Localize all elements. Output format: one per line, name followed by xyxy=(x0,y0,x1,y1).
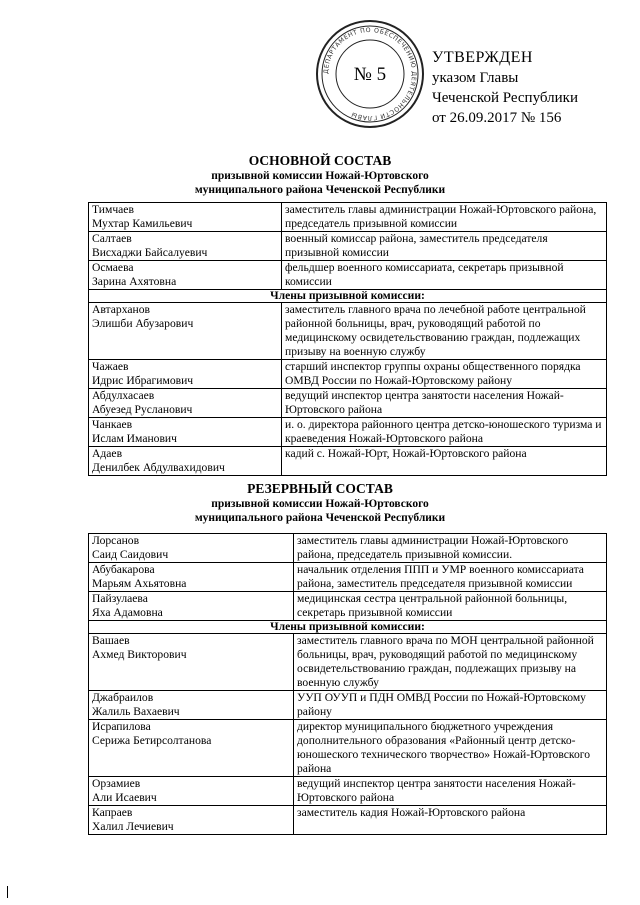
approval-line-2: указом Главы xyxy=(432,70,519,86)
member-role-cell: военный комиссар района, заместитель председателя призывной комиссии xyxy=(282,232,607,261)
main-heading xyxy=(0,152,640,197)
reserve-title: РЕЗЕРВНЫЙ СОСТАВ xyxy=(247,481,393,496)
table-row xyxy=(89,592,607,621)
table-row xyxy=(89,563,607,592)
member-name-cell: Осмаева Зарина Ахятовна xyxy=(89,261,282,290)
member-name-cell: Джабраилов Жалиль Вахаевич xyxy=(89,691,294,720)
member-name-cell: Абдулхасаев Абуезед Русланович xyxy=(89,389,282,418)
table-row xyxy=(89,261,607,290)
member-role-cell: заместитель главы администрации Ножай-Юртовского района, председатель призывной комиссии xyxy=(282,203,607,232)
member-role-cell: начальник отделения ППП и УМР военного комиссариата района, заместитель председателя призывной комиссии xyxy=(294,563,607,592)
members-section-header: Члены призывной комиссии: xyxy=(89,621,607,634)
table-row xyxy=(89,232,607,261)
member-name-cell: Орзамиев Али Исаевич xyxy=(89,777,294,806)
member-name-cell: Тимчаев Мухтар Камильевич xyxy=(89,203,282,232)
scan-margin-mark xyxy=(7,886,8,898)
member-role-cell: ведущий инспектор центра занятости населения Ножай-Юртовского района xyxy=(294,777,607,806)
member-role-cell: старший инспектор группы охраны общественного порядка ОМВД России по Ножай-Юртовскому району xyxy=(282,360,607,389)
table-row xyxy=(89,634,607,691)
official-seal xyxy=(314,18,426,130)
main-subtitle-2: муниципального района Чеченской Республики xyxy=(194,184,446,196)
member-name-cell: Чажаев Идрис Ибрагимович xyxy=(89,360,282,389)
member-role-cell: кадий с. Ножай-Юрт, Ножай-Юртовского района xyxy=(282,447,607,476)
table-row xyxy=(89,303,607,360)
member-name-cell: Адаев Денилбек Абдулвахидович xyxy=(89,447,282,476)
member-name-cell: Салтаев Висхаджи Байсалуевич xyxy=(89,232,282,261)
table-row xyxy=(89,203,607,232)
member-name-cell: Автарханов Элишби Абузарович xyxy=(89,303,282,360)
table-row xyxy=(89,534,607,563)
reserve-heading xyxy=(0,480,640,525)
approval-block xyxy=(432,48,578,128)
table-row xyxy=(89,389,607,418)
approval-line-1: УТВЕРЖДЕН xyxy=(432,49,533,66)
reserve-subtitle-2: муниципального района Чеченской Республики xyxy=(194,512,446,524)
main-title: ОСНОВНОЙ СОСТАВ xyxy=(248,153,392,168)
main-roster-table xyxy=(88,202,607,476)
member-role-cell: заместитель главного врача по МОН центральной районной больницы, врач, руководящий работой по медицинскому освидетельствованию граждан, подлежащих призыву на военную службу xyxy=(294,634,607,691)
approval-line-4: от 26.09.2017 № 156 xyxy=(432,110,562,126)
member-name-cell: Капраев Халил Лечиевич xyxy=(89,806,294,835)
member-role-cell: директор муниципального бюджетного учреждения дополнительного образования «Районный центр детско-юношеского технического творчество» Ножай-Юртовского района xyxy=(294,720,607,777)
seal-number: № 5 xyxy=(353,64,387,85)
member-role-cell: ведущий инспектор центра занятости населения Ножай-Юртовского района xyxy=(282,389,607,418)
table-row xyxy=(89,777,607,806)
member-role-cell: медицинская сестра центральной районной больницы, секретарь призывной комиссии xyxy=(294,592,607,621)
table-row xyxy=(89,691,607,720)
approval-line-3: Чеченской Республики xyxy=(432,90,578,106)
reserve-subtitle-1: призывной комиссии Ножай-Юртовского xyxy=(211,498,429,510)
seal-ring-text: ДЕПАРТАМЕНТ ПО ОБЕСПЕЧЕНИЮ ДЕЯТЕЛЬНОСТИ ГЛАВЫ xyxy=(322,26,418,122)
table-row xyxy=(89,720,607,777)
member-role-cell: заместитель главы администрации Ножай-Юртовского района, председатель призывной комиссии. xyxy=(294,534,607,563)
member-role-cell: заместитель кадия Ножай-Юртовского района xyxy=(294,806,607,835)
main-subtitle-1: призывной комиссии Ножай-Юртовского xyxy=(211,170,429,182)
member-name-cell: Чанкаев Ислам Иманович xyxy=(89,418,282,447)
member-name-cell: Пайзулаева Яха Адамовна xyxy=(89,592,294,621)
member-role-cell: фельдшер военного комиссариата, секретарь призывной комиссии xyxy=(282,261,607,290)
member-role-cell: заместитель главного врача по лечебной работе центральной районной больницы, врач, руководящий работой по медицинскому освидетельствованию граждан, подлежащих призыву на военную службу xyxy=(282,303,607,360)
table-row xyxy=(89,806,607,835)
table-row xyxy=(89,418,607,447)
member-role-cell: УУП ОУУП и ПДН ОМВД России по Ножай-Юртовскому району xyxy=(294,691,607,720)
member-role-cell: и. о. директора районного центра детско-юношеского туризма и краеведения Ножай-Юртовского района xyxy=(282,418,607,447)
member-name-cell: Лорсанов Саид Саидович xyxy=(89,534,294,563)
reserve-roster-table xyxy=(88,533,607,835)
member-name-cell: Исрапилова Серижа Бетирсолтанова xyxy=(89,720,294,777)
table-row xyxy=(89,360,607,389)
members-section-header: Члены призывной комиссии: xyxy=(89,290,607,303)
member-name-cell: Абубакарова Марьям Ахьятовна xyxy=(89,563,294,592)
table-row xyxy=(89,447,607,476)
member-name-cell: Вашаев Ахмед Викторович xyxy=(89,634,294,691)
